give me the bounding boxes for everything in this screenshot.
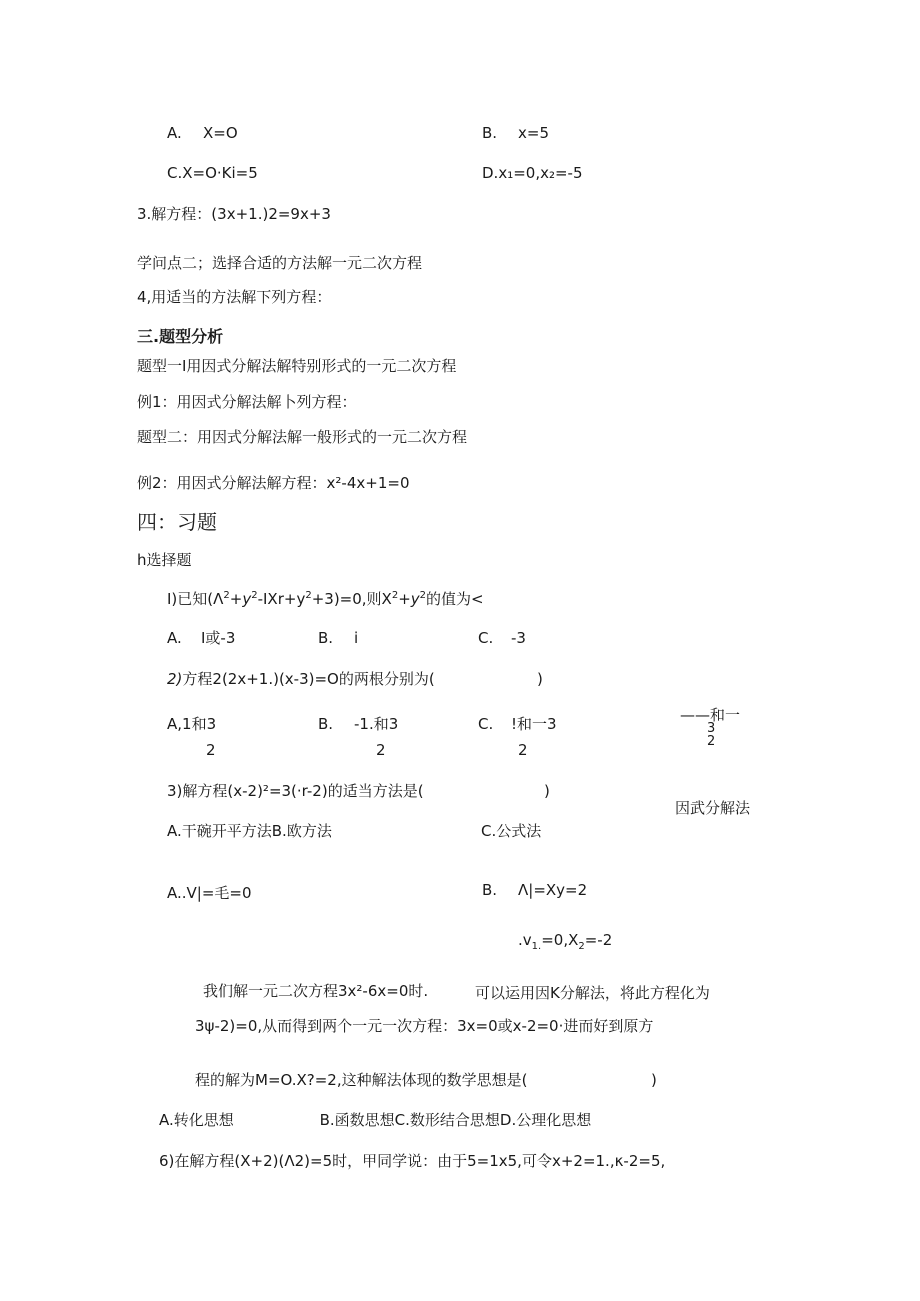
problem-2-option-b-denominator: 2 [376,741,386,759]
problem-2-option-c-value: !和一3 [511,715,557,733]
problem-1-option-b-value: i [354,629,359,647]
option-b-value: x=5 [518,124,549,142]
problem-5-line-2: 3ψ-2)=0,从而得到两个一元一次方程：3x=0或x-2=0·进而好到原方 [195,1017,654,1035]
problem-2-option-d-numerator: 3 [707,721,716,736]
problem-3-close: ) [544,782,550,800]
option-d: D.x₁=0,x₂=-5 [482,164,583,182]
problem-5-line-1a: 我们解一元二次方程3x²-6x=0时. [203,982,429,1000]
problem-2-option-d: ——和一 [680,706,741,724]
problem-1-option-a-value: I或-3 [201,629,236,647]
problem-5-line-1b: 可以运用因K分解法，将此方程化为 [475,984,710,1002]
problem-2-option-d-denominator: 2 [707,734,716,749]
question-3: 3.解方程：(3x+1.)2=9x+3 [137,205,331,223]
problem-1-option-b-label: B. [318,629,334,647]
problem-3-option-c: C.公式法 [481,822,542,840]
problem-3-options-ab: A.干碗开平方法B.欧方法 [167,822,332,840]
option-c: C.X=O·Ki=5 [167,164,258,182]
section-4-title: 四：习题 [137,510,217,534]
problem-2-option-c-label: C. [478,715,494,733]
problem-2-option-a-denominator: 2 [206,741,216,759]
problem-4-option-a: A..V|=毛=0 [167,884,252,902]
option-a-label: A. [167,124,182,142]
problem-3-stem: 3)解方程(x-2)²=3(·r-2)的适当方法是( [167,782,424,800]
knowledge-point-2: 学问点二；选择合适的方法解一元二次方程 [137,254,423,272]
problem-6-stem: 6)在解方程(X+2)(Λ2)=5时，甲同学说：由于5=1x5,可令x+2=1.,κ-2=5, [159,1152,666,1170]
problem-1-stem: I)已知$(\Lambda^2+y^2-IXr+y^2+3)=0$,则$X^2+y^2$的值为< [167,590,484,608]
question-4: 4,用适当的方法解下列方程： [137,288,332,306]
problem-2-option-b-value: -1.和3 [354,715,399,733]
problem-1-option-c-value: -3 [511,629,526,647]
problem-2-option-c-denominator: 2 [518,741,528,759]
problem-2-stem: 2)方程2(2x+1.)(x-3)=O的两根分别为( [167,670,435,688]
option-b-label: B. [482,124,498,142]
choice-heading: h选择题 [137,551,192,569]
problem-2-option-a: A,1和3 [167,715,217,733]
example-1: 例1：用因式分解法解卜列方程： [137,393,357,411]
problem-1-option-a-label: A. [167,629,182,647]
problem-5-line-3: 程的解为M=O.X?=2,这种解法体现的数学思想是( [195,1071,528,1089]
problem-5-close: ) [651,1071,657,1089]
problem-4-option-b-value: Λ|=Xy=2 [518,881,588,899]
problem-2-option-b-label: B. [318,715,334,733]
problem-4-option-b-label: B. [482,881,498,899]
type-2: 题型二：用因式分解法解一般形式的一元二次方程 [137,428,468,446]
problem-5-options: A.转化思想 B.函数思想C.数形结合思想D.公理化思想 [159,1111,592,1129]
problem-3-option-d: 因武分解法 [675,799,751,817]
problem-1-option-c-label: C. [478,629,494,647]
problem-4-option-d: $.v_{1.}=0,X_2=-2$ [518,931,613,952]
section-3-title: 三.题型分析 [137,327,224,346]
option-a-value: X=O [203,124,238,142]
problem-2-close: ) [537,670,543,688]
example-2: 例2：用因式分解法解方程：x²-4x+1=0 [137,474,410,492]
type-1: 题型一I用因式分解法解特别形式的一元二次方程 [137,357,457,375]
